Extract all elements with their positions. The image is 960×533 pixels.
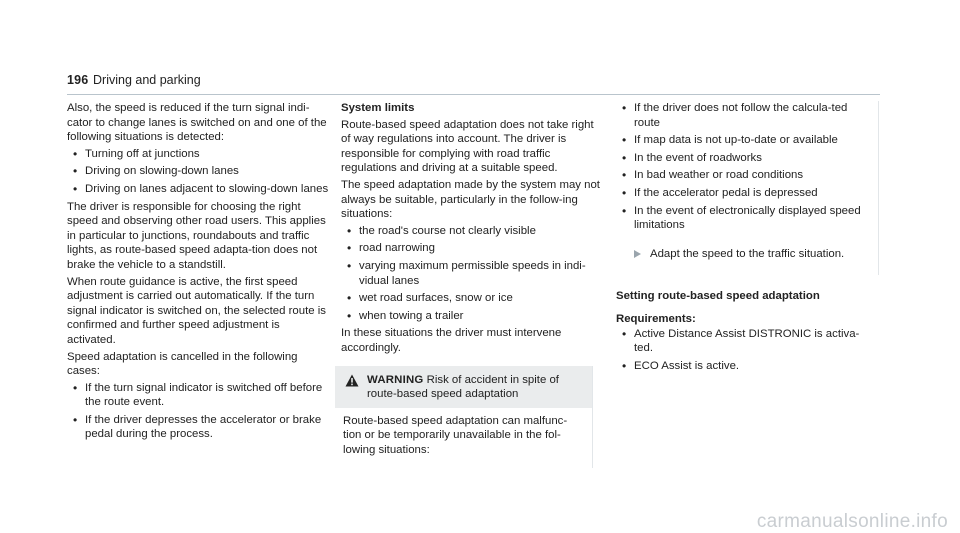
requirements-list xyxy=(616,327,871,374)
setting-heading: Setting route-based speed adaptation xyxy=(616,290,820,303)
list-item: • ECO Assist is active. xyxy=(616,359,871,374)
system-limits-heading: System limits xyxy=(341,102,415,114)
cancel-intro-paragraph: Speed adaptation is cancelled in the following cases: xyxy=(67,350,298,378)
warning-header xyxy=(335,366,592,408)
guidance-paragraph: When route guidance is active, the first speed adjustment is carried out automatically. If the turn signal indicator is switched on, the selected route is confirmed and further speed adjustment is activated. xyxy=(67,275,326,346)
malfunctions-list xyxy=(616,101,870,233)
page-number: 196 xyxy=(67,73,89,87)
limits-paragraph-1: Route-based speed adaptation does not take right of way regulations into account. The driver is responsible for complying with road traffic regulations and driving at a suitable speed. xyxy=(341,118,594,175)
list-item: • Driving on slowing-down lanes xyxy=(67,164,329,179)
list-item: • In the event of electronically displayed speed limitations xyxy=(616,204,870,233)
column-middle xyxy=(341,101,603,468)
list-item: • If the driver depresses the accelerator or brake pedal during the process. xyxy=(67,413,329,442)
limits-paragraph-3: In these situations the driver must intervene accordingly. xyxy=(341,327,562,354)
list-item: • If the accelerator pedal is depressed xyxy=(616,186,870,201)
requirements-heading: Requirements: xyxy=(616,312,696,325)
list-item: • Turning off at junctions xyxy=(67,147,329,162)
list-item: • road narrowing xyxy=(341,241,603,256)
situations-list xyxy=(67,147,329,197)
limits-paragraph-2: The speed adaptation made by the system may not always be suitable, particularly in the follow-ing situations: xyxy=(341,178,600,221)
warning-subtitle: Risk of accident in spite of route-based speed adaptation xyxy=(367,373,559,401)
section-title: Driving and parking xyxy=(93,73,201,87)
list-item: • the road's course not clearly visible xyxy=(341,224,603,239)
warning-title: WARNING xyxy=(367,373,424,386)
list-item: • varying maximum permissible speeds in indi-vidual lanes xyxy=(341,259,603,288)
column-left xyxy=(67,101,329,445)
warning-triangle-icon xyxy=(345,374,359,387)
action-step xyxy=(616,247,870,262)
action-arrow-icon xyxy=(634,250,641,258)
intro-paragraph: Also, the speed is reduced if the turn signal indi-cator to change lanes is switched on and one of the following situations is detected: xyxy=(67,102,327,144)
warning-continuation xyxy=(616,101,879,275)
column-right xyxy=(616,101,871,376)
responsibility-paragraph: The driver is responsible for choosing the right speed and observing other road users. This applies in particular to junctions, roundabouts and traffic lights, as route-based speed adapta-tion does not brake the vehicle to a standstill. xyxy=(67,200,326,271)
warning-body: Route-based speed adaptation can malfunc-tion or be temporarily unavailable in the fol-lowing situations: xyxy=(343,414,568,456)
watermark: carmanualsonline.info xyxy=(756,511,948,532)
list-item: • In the event of roadworks xyxy=(616,151,870,166)
list-item: • If map data is not up-to-date or available xyxy=(616,133,870,148)
action-text: Adapt the speed to the traffic situation. xyxy=(650,247,845,260)
list-item: • If the driver does not follow the calcula-ted route xyxy=(616,101,870,130)
list-item: • when towing a trailer xyxy=(341,309,603,324)
list-item: • wet road surfaces, snow or ice xyxy=(341,291,603,306)
list-item: • If the turn signal indicator is switched off before the route event. xyxy=(67,381,329,410)
limits-list xyxy=(341,224,603,324)
footer xyxy=(0,511,960,533)
page-header xyxy=(67,73,880,95)
cancel-list xyxy=(67,381,329,442)
warning-box xyxy=(335,366,593,469)
list-item: • In bad weather or road conditions xyxy=(616,168,870,183)
list-item: • Active Distance Assist DISTRONIC is activa-ted. xyxy=(616,327,871,356)
list-item: • Driving on lanes adjacent to slowing-down lanes xyxy=(67,182,329,197)
